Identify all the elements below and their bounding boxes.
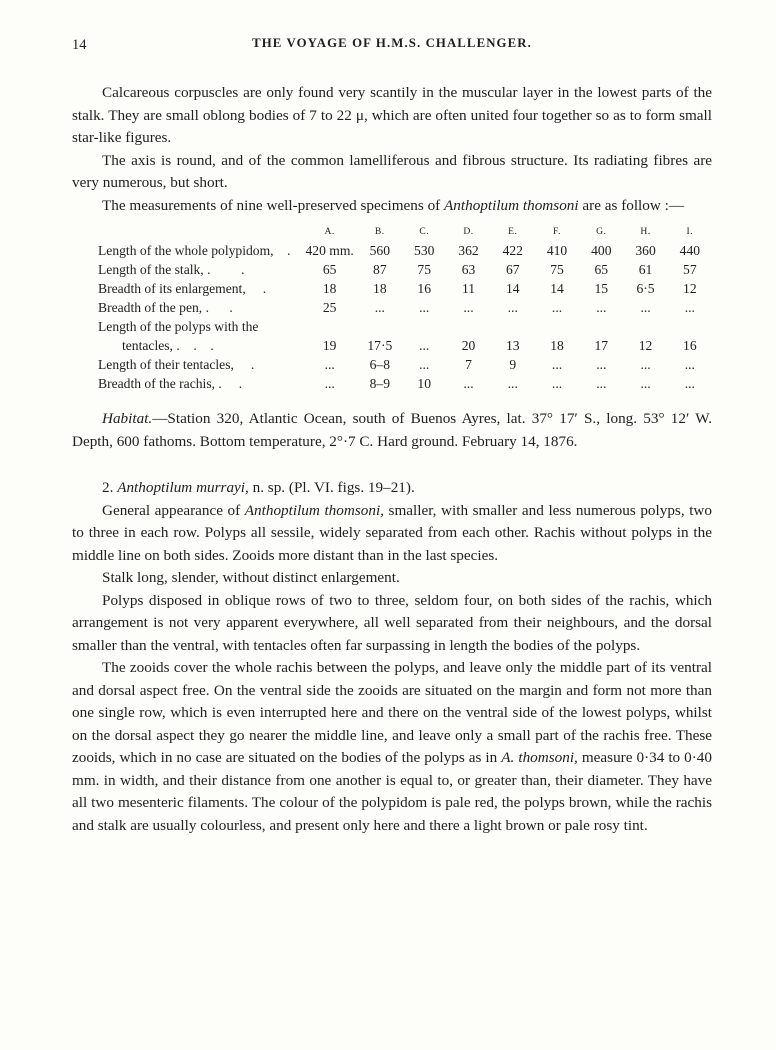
- table-cell: ...: [684, 376, 695, 391]
- table-cell: ...: [463, 376, 474, 391]
- paragraph: [72, 500, 712, 568]
- table-cell: 17: [594, 338, 609, 353]
- table-cell: ...: [419, 300, 430, 315]
- table-cell: 57: [683, 262, 697, 277]
- column-header: A.: [324, 226, 335, 237]
- table-cell: 13: [505, 338, 520, 353]
- table-cell: 6–8: [369, 357, 390, 372]
- description-paragraphs: [72, 500, 712, 838]
- text-run: The axis is round, and of the common lamelliferous and fibrous structure. Its radiating fibres are very numerous, but short.: [72, 151, 712, 191]
- running-head: [72, 36, 712, 56]
- text-run: Stalk long, slender, without distinct enlargement.: [102, 569, 400, 586]
- text-run: 2.: [102, 479, 118, 496]
- table-cell: ...: [640, 300, 651, 315]
- table-cell: 65: [594, 262, 609, 277]
- table-cell: ...: [596, 357, 607, 372]
- measurements-table-body: [98, 241, 712, 393]
- table-cell: ...: [551, 357, 563, 372]
- table-cell: ...: [551, 376, 563, 391]
- measurements-table: [98, 226, 712, 393]
- row-label: [98, 317, 302, 355]
- table-cell: ...: [507, 300, 518, 315]
- table-cell: 10: [417, 376, 432, 391]
- table-cell: ...: [374, 300, 385, 315]
- column-header: I.: [686, 226, 694, 237]
- running-title: THE VOYAGE OF H.M.S. CHALLENGER.: [252, 36, 532, 50]
- table-row: [98, 260, 712, 279]
- column-header: G.: [596, 226, 607, 237]
- table-cell: ...: [684, 357, 695, 372]
- row-label-line: Length of the whole polypidom, .: [98, 243, 291, 258]
- text-run: —Station 320, Atlantic Ocean, south of Buenos Ayres, lat. 37° 17′ S., long. 53° 12′ W. Depth, 600 fathoms. Bottom temperature, 2°·7 C. Hard ground. February 14, 1876.: [72, 410, 712, 450]
- table-row: [98, 317, 712, 355]
- table-cell: ...: [684, 300, 695, 315]
- table-cell: 7: [465, 357, 472, 372]
- table-header-row: [98, 226, 712, 241]
- table-cell: 75: [417, 262, 432, 277]
- text-run: are as follow :—: [578, 196, 685, 214]
- row-label-line: Breadth of the pen, . .: [98, 300, 233, 315]
- table-cell: 362: [458, 243, 479, 258]
- paragraph: [72, 195, 712, 218]
- row-label: [98, 241, 302, 260]
- row-label-line: Length of the stalk, . .: [98, 262, 245, 277]
- text-run: n. sp. (Pl. VI. figs. 19–21).: [248, 479, 415, 496]
- table-cell: 63: [461, 262, 476, 277]
- table-cell: 16: [417, 281, 432, 296]
- table-cell: 18: [550, 338, 564, 353]
- page-number: 14: [72, 37, 87, 53]
- column-header: C.: [419, 226, 430, 237]
- table-cell: 15: [594, 281, 609, 296]
- label-column-header: [98, 226, 302, 241]
- text-run: General appearance of: [102, 501, 245, 519]
- table-cell: 14: [550, 281, 564, 296]
- table-cell: ...: [640, 376, 651, 391]
- paragraph: [72, 590, 712, 658]
- table-cell: 410: [546, 243, 568, 258]
- text-run: Calcareous corpuscles are only found very scantily in the muscular layer in the lowest parts of the stalk. They are small oblong bodies of 7 to 22 μ, which are often united four together so as to form small star-like figures.: [72, 84, 712, 146]
- table-cell: ...: [419, 357, 430, 372]
- table-cell: 75: [550, 262, 564, 277]
- table-row: [98, 374, 712, 393]
- italic-species-name: A. thomsoni,: [501, 749, 578, 766]
- paragraph: [72, 82, 712, 150]
- italic-species-name: Anthoptilum murrayi,: [117, 479, 249, 496]
- table-cell: ...: [324, 357, 335, 372]
- table-cell: 18: [373, 281, 387, 296]
- column-header: H.: [640, 226, 651, 237]
- table-cell: 14: [505, 281, 520, 296]
- table-cell: ...: [463, 300, 474, 315]
- row-label-line: Breadth of its enlargement, .: [98, 281, 267, 296]
- table-cell: ...: [596, 376, 607, 391]
- column-header: F.: [553, 226, 561, 237]
- table-cell: 19: [322, 338, 337, 353]
- table-cell: 61: [638, 262, 653, 277]
- table-cell: 560: [369, 243, 390, 258]
- column-header: B.: [374, 226, 385, 237]
- table-cell: 422: [502, 243, 523, 258]
- paragraph: [72, 150, 712, 195]
- row-label: [98, 279, 302, 298]
- table-cell: ...: [419, 338, 430, 353]
- table-cell: ...: [324, 376, 335, 391]
- table-cell: 65: [322, 262, 337, 277]
- table-cell: ...: [507, 376, 518, 391]
- row-label-line: Length of the polyps with the: [98, 319, 259, 334]
- table-row: [98, 241, 712, 260]
- paragraph: [72, 657, 712, 837]
- table-cell: ...: [640, 357, 651, 372]
- table-cell: 87: [373, 262, 387, 277]
- column-header: D.: [463, 226, 474, 237]
- text-run: The measurements of nine well-preserved specimens of: [102, 196, 445, 214]
- table-cell: 360: [635, 243, 656, 258]
- text-run: smaller, with smaller and less numerous polyps, two to three in each row. Polyps all sessile, widely separated from each other. Rachis without polyps in the middle line on both sides. Zooids more distant than in the last species.: [72, 501, 712, 564]
- italic-species-name: Anthoptilum thomsoni,: [244, 501, 384, 519]
- measurements-table-head: [98, 226, 712, 241]
- row-label: [98, 374, 302, 393]
- row-label: [98, 298, 302, 317]
- row-label: [98, 355, 302, 374]
- row-label-line: Breadth of the rachis, . .: [98, 376, 243, 391]
- table-cell: 9: [509, 357, 517, 372]
- habitat-paragraph: [72, 408, 712, 453]
- table-cell: 12: [683, 281, 697, 296]
- text-run: The zooids cover the whole rachis between the polyps, and leave only the middle part of its ventral and dorsal aspect free. On the ventral side the zooids are situated on the margin and form not more than one single row, which is even interrupted here and there on the ventral side of the lowest polyps, whilst on the dorsal aspect they go nearer the middle line, and leave only a small part of the rachis free. These zooids, which in no case are situated on the bodies of the polyps as in: [72, 659, 712, 766]
- table-cell: 420 mm.: [305, 243, 354, 258]
- italic-species-name: Anthoptilum thomsoni: [444, 196, 579, 214]
- intro-paragraphs: [72, 82, 712, 217]
- table-cell: ...: [551, 300, 563, 315]
- table-cell: ...: [596, 300, 607, 315]
- italic-species-name: Habitat.: [102, 410, 153, 427]
- table-cell: 400: [591, 243, 612, 258]
- row-label: [98, 260, 302, 279]
- row-label-line: Length of their tentacles, .: [98, 357, 255, 372]
- table-cell: 20: [461, 338, 476, 353]
- row-label-line: tentacles, . . .: [122, 338, 214, 353]
- table-row: [98, 298, 712, 317]
- text-block: [72, 82, 712, 837]
- table-cell: 440: [679, 243, 701, 258]
- text-run: Polyps disposed in oblique rows of two to three, seldom four, on both sides of the rachis, which arrangement is not very apparent everywhere, all well separated from their neighbours, and the dorsal smaller than the ventral, with tentacles often far surpassing in length the bodies of the polyps.: [72, 591, 712, 654]
- paragraph: [72, 567, 712, 590]
- table-cell: 11: [461, 281, 476, 296]
- column-header: E.: [508, 226, 518, 237]
- table-cell: 17·5: [367, 338, 393, 353]
- table-cell: 18: [322, 281, 337, 296]
- table-row: [98, 279, 712, 298]
- species-heading: [72, 477, 712, 500]
- table-cell: 67: [505, 262, 520, 277]
- table-cell: 530: [414, 243, 435, 258]
- table-cell: 8–9: [369, 376, 390, 391]
- table-row: [98, 355, 712, 374]
- table-cell: 16: [683, 338, 697, 353]
- table-cell: 25: [322, 300, 337, 315]
- table-cell: 12: [638, 338, 653, 353]
- table-cell: 6·5: [636, 281, 655, 296]
- text-run: measure 0·34 to 0·40 mm. in width, and their distance from one another is equal to, or greater than, their diameter. They have all two mesenteric filaments. The colour of the polypidom is pale red, the polyps brown, while the rachis and stalk are usually colourless, and present only here and there a light brown or pale rosy tint.: [72, 749, 712, 834]
